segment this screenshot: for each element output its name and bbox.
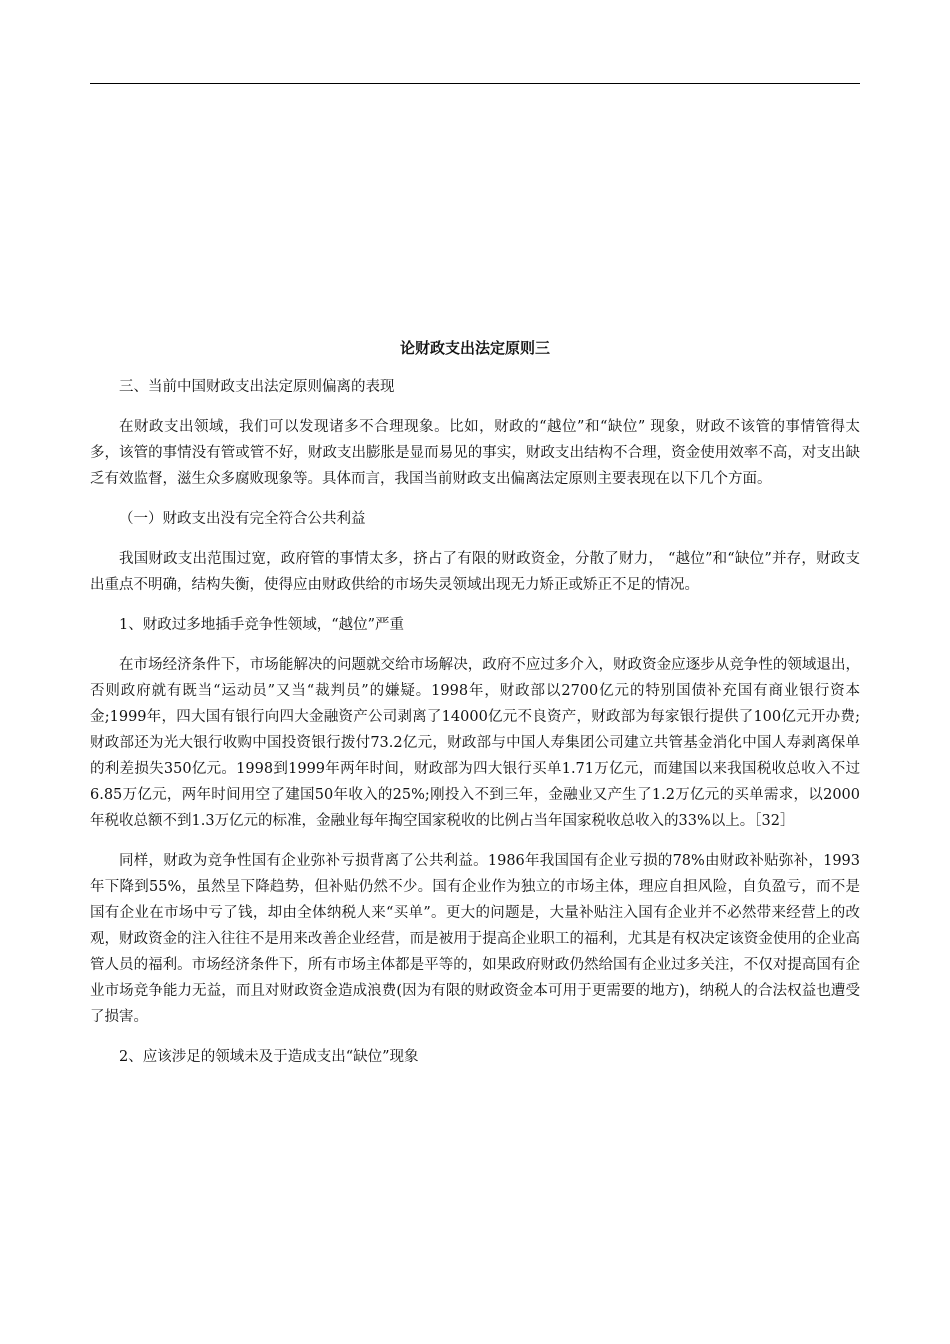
item-heading-overreach: 1、财政过多地插手竞争性领域，“越位”严重 xyxy=(119,617,405,633)
paragraph-scope: 我国财政支出范围过宽，政府管的事情太多，挤占了有限的财政资金，分散了财力， “越位”和“缺位”并存，财政支出重点不明确，结构失衡，使得应由财政供给的市场失灵领域出现无力矫正或矫正不足的情况。 xyxy=(90,551,860,593)
header-rule xyxy=(90,83,860,84)
section-heading: 三、当前中国财政支出法定原则偏离的表现 xyxy=(119,379,395,395)
paragraph-soe-subsidy: 同样，财政为竞争性国有企业弥补亏损背离了公共利益。1986年我国国有企业亏损的78%由财政补贴弥补，1993年下降到55%，虽然呈下降趋势，但补贴仍然不少。国有企业作为独立的市场主体，理应自担风险，自负盈亏，而不是国有企业在市场中亏了钱，却由全体纳税人来“买单”。更大的问题是，大量补贴注入国有企业并不必然带来经营上的改观，财政资金的注入往往不是用来改善企业经营，而是被用于提高企业职工的福利，尤其是有权决定该资金使用的企业高管人员的福利。市场经济条件下，所有市场主体都是平等的，如果政府财政仍然给国有企业过多关注，不仅对提高国有企业市场竞争能力无益，而且对财政资金造成浪费(因为有限的财政资金本可用于更需要的地方)，纳税人的合法权益也遭受了损害。 xyxy=(90,853,860,1025)
document-title: 论财政支出法定原则三 xyxy=(399,339,550,357)
intro-paragraph: 在财政支出领域，我们可以发现诸多不合理现象。比如，财政的“越位”和“缺位” 现象，财政不该管的事情管得太多，该管的事情没有管或管不好，财政支出膨胀是显而易见的事实，财政支出结构不合理，资金使用效率不高，对支出缺乏有效监督，滋生众多腐败现象等。具体而言，我国当前财政支出偏离法定原则主要表现在以下几个方面。 xyxy=(90,419,860,487)
document-body xyxy=(90,336,860,1084)
item-heading-absence: 2、应该涉足的领域未及于造成支出“缺位”现象 xyxy=(119,1049,419,1065)
paragraph-market: 在市场经济条件下，市场能解决的问题就交给市场解决，政府不应过多介入，财政资金应逐步从竞争性的领域退出，否则政府就有既当“运动员”又当“裁判员”的嫌疑。1998年，财政部以2700亿元的特别国债补充国有商业银行资本金;1999年，四大国有银行向四大金融资产公司剥离了14000亿元不良资产，财政部为每家银行提供了100亿元开办费;财政部还为光大银行收购中国投资银行拨付73.2亿元，财政部与中国人寿集团公司建立共管基金消化中国人寿剥离保单的利差损失350亿元。1998到1999年两年时间，财政部为四大银行买单1.71万亿元，而建国以来我国税收总收入不过6.85万亿元，两年时间用空了建国50年收入的25%;刚投入不到三年，金融业又产生了1.2万亿元的买单需求，以2000年税收总额不到1.3万亿元的标准，金融业每年掏空国家税收的比例占当年国家税收总收入的33%以上。［32］ xyxy=(90,657,860,829)
subheading-public-interest: （一）财政支出没有完全符合公共利益 xyxy=(119,511,366,527)
